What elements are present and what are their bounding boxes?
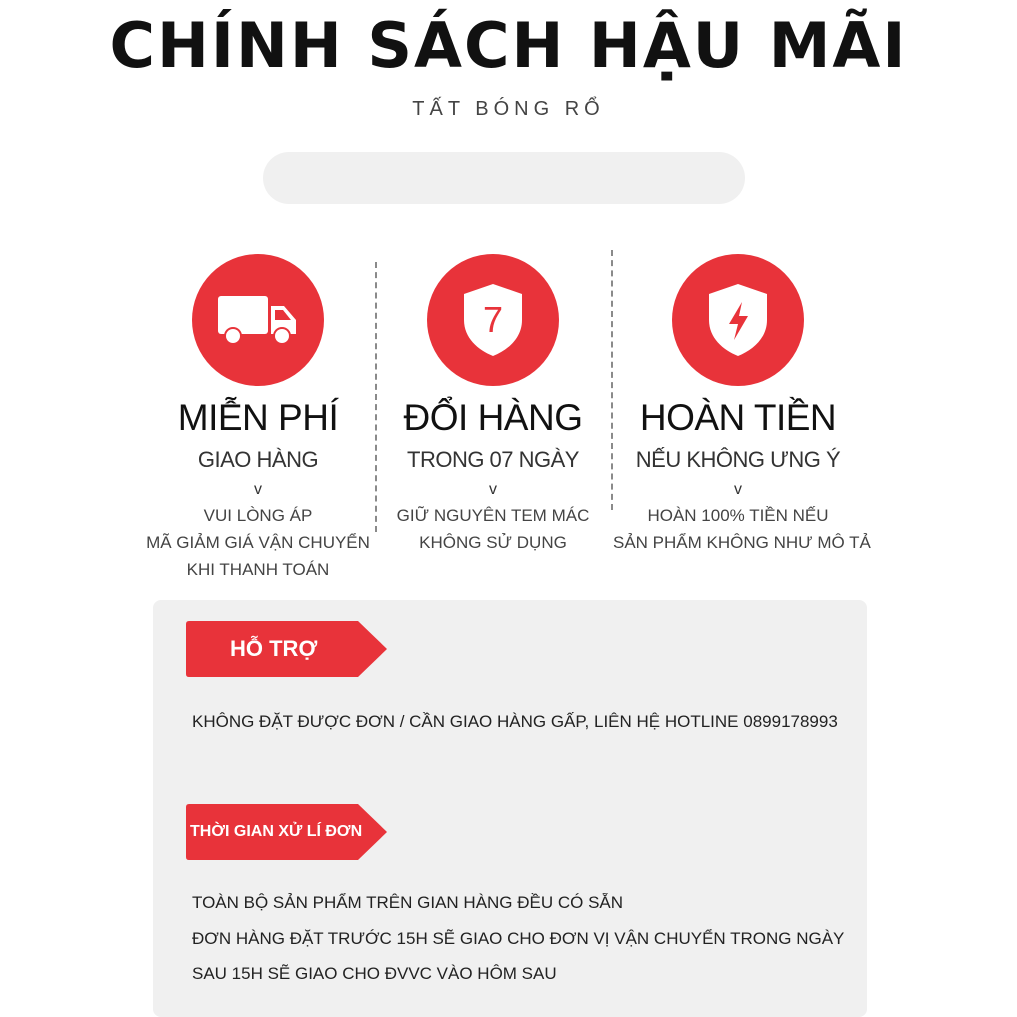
feature-desc-line: GIỮ NGUYÊN TEM MÁC <box>396 506 590 525</box>
processing-line: TOÀN BỘ SẢN PHẨM TRÊN GIAN HÀNG ĐỀU CÓ SẴN <box>192 893 624 912</box>
page-subtitle: TẤT BÓNG RỔ <box>412 98 605 120</box>
processing-tag-label: THỜI GIAN XỬ LÍ ĐƠN <box>190 823 363 840</box>
feature-desc-line: SẢN PHẨM KHÔNG NHƯ MÔ TẢ <box>613 533 871 552</box>
support-text: KHÔNG ĐẶT ĐƯỢC ĐƠN / CẦN GIAO HÀNG GẤP, LIÊN HỆ HOTLINE 0899178993 <box>192 712 838 731</box>
feature-title: HOÀN TIỀN <box>639 397 837 438</box>
feature-desc-line: KHÔNG SỬ DỤNG <box>419 533 567 552</box>
shield-number: 7 <box>482 299 504 340</box>
feature-desc-line: MÃ GIẢM GIÁ VẬN CHUYỂN <box>146 533 370 552</box>
processing-tag <box>186 804 388 860</box>
feature-marker: v <box>254 481 262 498</box>
search-bar-placeholder <box>263 152 745 204</box>
feature-title: ĐỔI HÀNG <box>403 397 583 438</box>
feature-desc-line: KHI THANH TOÁN <box>186 560 330 579</box>
feature-marker: v <box>734 481 742 498</box>
support-tag <box>186 621 388 677</box>
feature-free-shipping <box>133 254 383 581</box>
truck-icon <box>192 254 324 386</box>
processing-line: ĐƠN HÀNG ĐẶT TRƯỚC 15H SẼ GIAO CHO ĐƠN VỊ VẬN CHUYỂN TRONG NGÀY <box>192 929 845 948</box>
feature-subtitle: NẾU KHÔNG ƯNG Ý <box>635 447 841 472</box>
page-title: CHÍNH SÁCH HẬU MÃI <box>109 9 908 82</box>
feature-subtitle: GIAO HÀNG <box>197 447 319 472</box>
feature-exchange <box>368 254 618 554</box>
feature-marker: v <box>489 481 497 498</box>
feature-desc-line: VUI LÒNG ÁP <box>203 506 313 525</box>
feature-subtitle: TRONG 07 NGÀY <box>407 447 579 472</box>
processing-line: SAU 15H SẼ GIAO CHO ĐVVC VÀO HÔM SAU <box>192 964 557 983</box>
shield-bolt-icon <box>672 254 804 386</box>
support-tag-label: HỖ TRỢ <box>230 636 318 661</box>
feature-desc-line: HOÀN 100% TIỀN NẾU <box>647 506 829 525</box>
feature-refund <box>613 254 871 554</box>
shield-seven-icon <box>427 254 559 386</box>
feature-title: MIỄN PHÍ <box>177 397 339 438</box>
